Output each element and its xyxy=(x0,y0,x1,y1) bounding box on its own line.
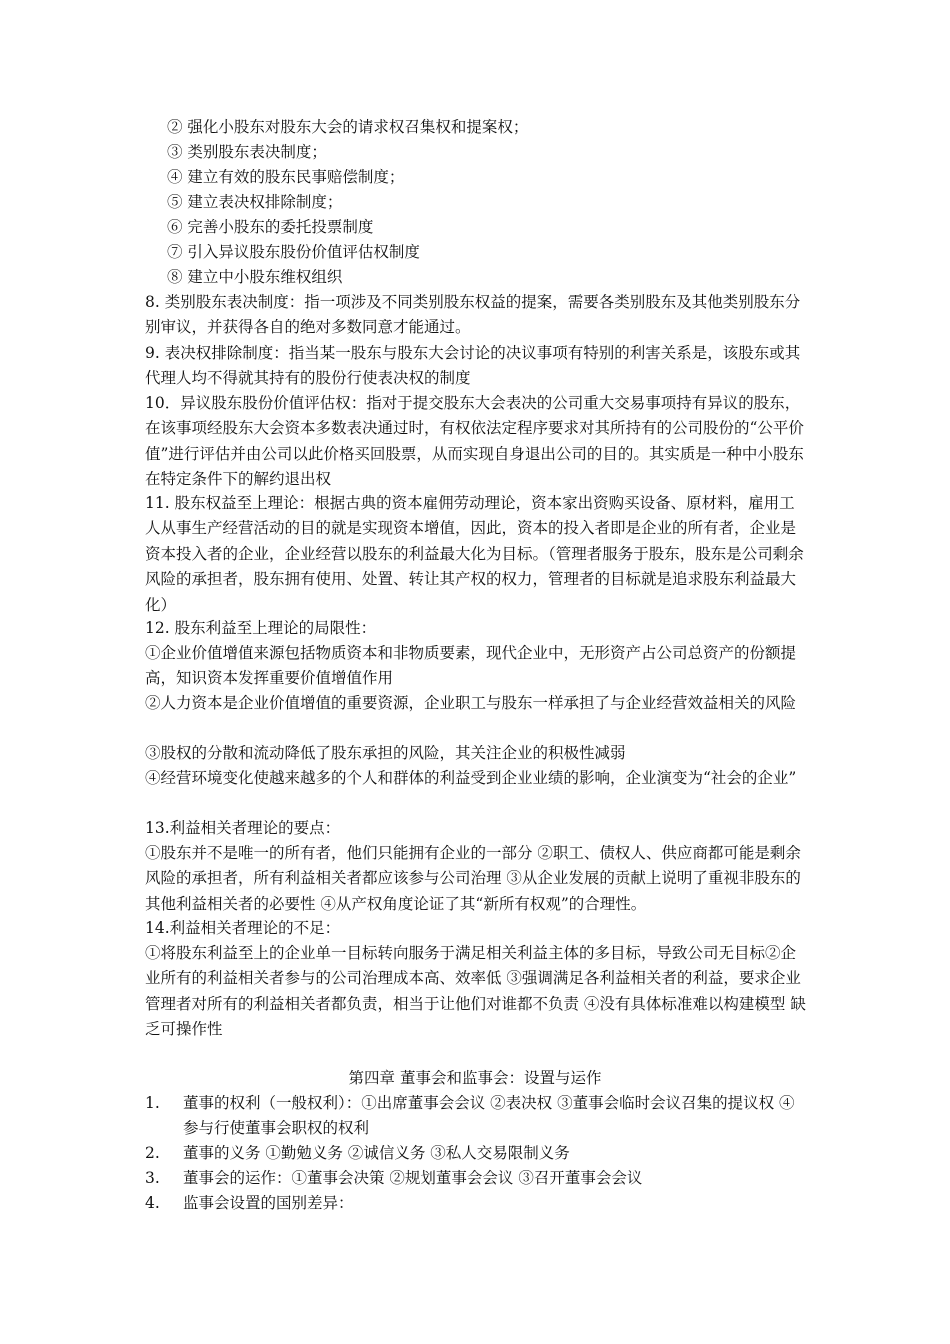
sub-item: ④ 建立有效的股东民事赔偿制度； xyxy=(167,168,405,186)
chapter-item xyxy=(145,1141,809,1166)
chapter-item-text: 董事会的运作：①董事会决策 ②规划董事会会议 ③召开董事会会议 xyxy=(183,1169,643,1187)
paragraph-13-body: ①股东并不是唯一的所有者，他们只能拥有企业的一部分 ②职工、债权人、供应商都可能是剩余风险的承担者，所有利益相关者都应该参与公司治理 ③从企业发展的贡献上说明了重视非股东的其他利益相关者的必要性 ④从产权角度论证了其“新所有权观”的合理性。 xyxy=(145,844,801,913)
sub-item: ⑥ 完善小股东的委托投票制度 xyxy=(167,218,374,236)
sub-item: ⑤ 建立表决权排除制度； xyxy=(167,193,343,211)
paragraph-12-item: ③股权的分散和流动降低了股东承担的风险，其关注企业的积极性减弱 xyxy=(145,744,626,762)
chapter-item xyxy=(145,1091,809,1141)
sub-item: ⑧ 建立中小股东维权组织 xyxy=(167,268,343,286)
chapter-item-number: 3. xyxy=(145,1169,160,1187)
paragraph-13-title: 13.利益相关者理论的要点： xyxy=(145,819,341,837)
paragraph-14-body: ①将股东利益至上的企业单一目标转向服务于满足相关利益主体的多目标，导致公司无目标②企业所有的利益相关者参与的公司治理成本高、效率低 ③强调满足各利益相关者的利益，要求企业管理者对所有的利益相关者都负责，相当于让他们对谁都不负责 ④没有具体标准难以构建模型 缺乏可操作性 xyxy=(145,944,806,1039)
paragraph-12-item: ②人力资本是企业价值增值的重要资源，企业职工与股东一样承担了与企业经营效益相关的风险 xyxy=(145,694,797,712)
paragraph-11: 11. 股东权益至上理论：根据古典的资本雇佣劳动理论，资本家出资购买设备、原材料，雇用工人从事生产经营活动的目的就是实现资本增值，因此，资本的投入者即是企业的所有者，企业是资本投入者的企业，企业经营以股东的利益最大化为目标。（管理者服务于股东，股东是公司剩余风险的承担者，股东拥有使用、处置、转让其产权的权力，管理者的目标就是追求股东利益最大化） xyxy=(145,494,804,614)
sub-item: ② 强化小股东对股东大会的请求权召集权和提案权； xyxy=(167,118,529,136)
chapter-item-number: 1. xyxy=(145,1094,160,1112)
paragraph-12-item: ④经营环境变化使越来越多的个人和群体的利益受到企业业绩的影响，企业演变为“社会的企业” xyxy=(145,769,797,787)
paragraph-8: 8. 类别股东表决制度：指一项涉及不同类别股东权益的提案，需要各类别股东及其他类别股东分别审议，并获得各自的绝对多数同意才能通过。 xyxy=(145,293,801,337)
chapter-item-text: 董事的权利（一般权利）：①出席董事会会议 ②表决权 ③董事会临时会议召集的提议权 ④参与行使董事会职权的权利 xyxy=(183,1094,795,1137)
paragraph-12-title: 12. 股东利益至上理论的局限性： xyxy=(145,619,377,637)
chapter-item-text: 监事会设置的国别差异： xyxy=(183,1194,354,1212)
paragraph-12-item: ①企业价值增值来源包括物质资本和非物质要素，现代企业中，无形资产占公司总资产的份额提高，知识资本发挥重要价值增值作用 xyxy=(145,644,797,688)
paragraph-10: 10．异议股东股份价值评估权：指对于提交股东大会表决的公司重大交易事项持有异议的股东，在该事项经股东大会资本多数表决通过时，有权依法定程序要求对其所持有的公司股份的“公平价值”进行评估并由公司以此价格买回股票，从而实现自身退出公司的目的。其实质是一种中小股东在特定条件下的解约退出权 xyxy=(145,394,804,489)
paragraph-9: 9. 表决权排除制度：指当某一股东与股东大会讨论的决议事项有特别的利害关系是，该股东或其代理人均不得就其持有的股份行使表决权的制度 xyxy=(145,344,801,388)
chapter-title: 第四章 董事会和监事会：设置与运作 xyxy=(348,1069,602,1087)
chapter-item-number: 4. xyxy=(145,1194,160,1212)
chapter-item-number: 2. xyxy=(145,1144,160,1162)
sub-item: ⑦ 引入异议股东股份价值评估权制度 xyxy=(167,243,420,261)
chapter-item xyxy=(145,1191,809,1216)
chapter-item xyxy=(145,1166,809,1191)
chapter-item-text: 董事的义务 ①勤勉义务 ②诚信义务 ③私人交易限制义务 xyxy=(183,1144,570,1162)
sub-item: ③ 类别股东表决制度； xyxy=(167,143,327,161)
paragraph-14-title: 14.利益相关者理论的不足： xyxy=(145,919,341,937)
